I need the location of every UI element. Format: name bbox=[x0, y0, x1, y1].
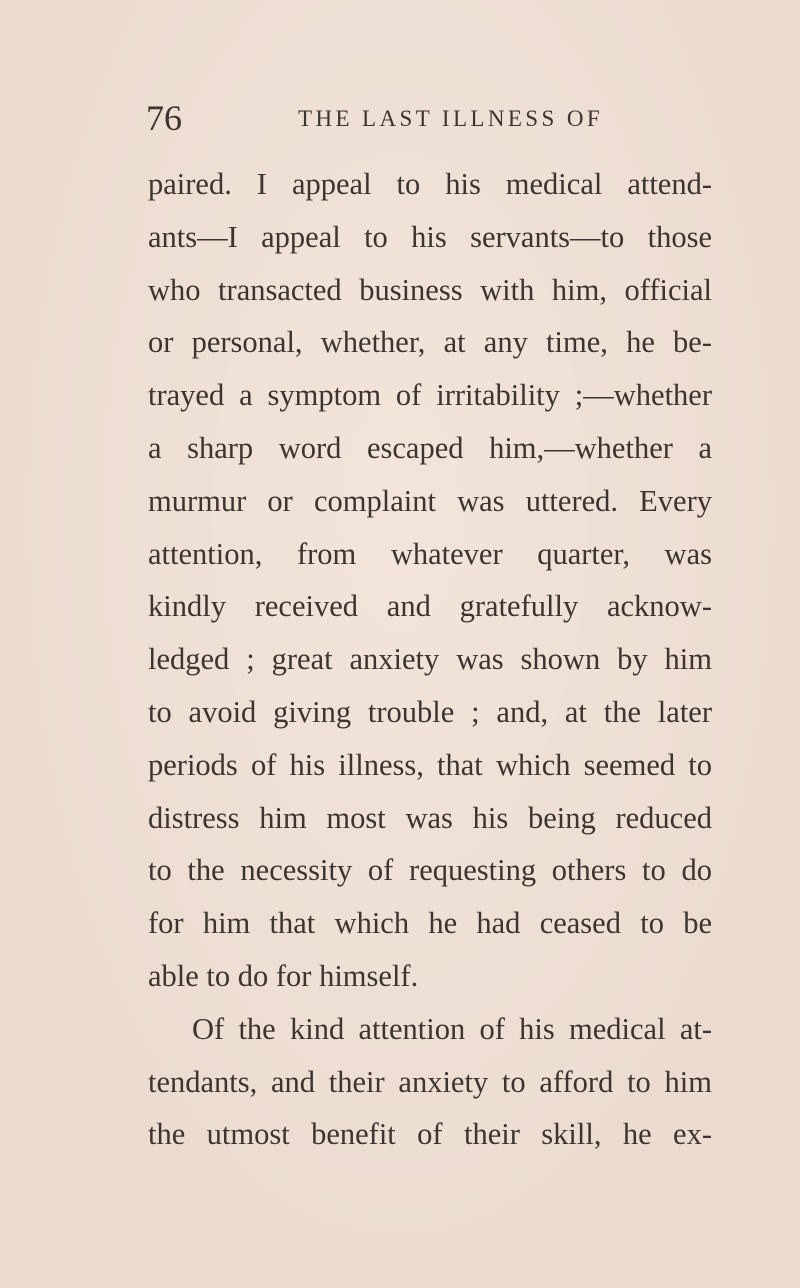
text-line-paragraph-end: able to do for himself. bbox=[148, 958, 419, 993]
text-line-paragraph-start: Of the kind attention of his medical at- bbox=[192, 1011, 712, 1046]
text-line: trayed a symptom of irritability ;—whether bbox=[148, 378, 712, 413]
text-line: distress him most was his being reduced bbox=[148, 800, 712, 835]
text-line: or personal, whether, at any time, he be- bbox=[148, 325, 712, 360]
page-number: 76 bbox=[146, 98, 182, 138]
text-line: periods of his illness, that which seemed to bbox=[148, 747, 712, 782]
text-line: for him that which he had ceased to be bbox=[148, 906, 712, 941]
text-line: the utmost benefit of their skill, he ex- bbox=[148, 1117, 712, 1152]
text-line: ledged ; great anxiety was shown by him bbox=[148, 642, 712, 677]
text-line: kindly received and gratefully acknow- bbox=[148, 589, 712, 624]
text-line: attention, from whatever quarter, was bbox=[148, 536, 712, 571]
text-line: ants—I appeal to his servants—to those bbox=[148, 219, 712, 254]
text-line: paired. I appeal to his medical attend- bbox=[148, 167, 712, 201]
running-head: THE LAST ILLNESS OF bbox=[298, 106, 604, 131]
body-text bbox=[148, 158, 712, 1161]
page-header bbox=[0, 98, 800, 138]
text-line: a sharp word escaped him,—whether a bbox=[148, 430, 712, 465]
text-line: to the necessity of requesting others to do bbox=[148, 853, 712, 888]
text-line: to avoid giving trouble ; and, at the later bbox=[148, 694, 712, 729]
text-line: tendants, and their anxiety to afford to him bbox=[148, 1064, 712, 1099]
text-line: who transacted business with him, official bbox=[148, 272, 712, 307]
text-line: murmur or complaint was uttered. Every bbox=[148, 483, 712, 518]
